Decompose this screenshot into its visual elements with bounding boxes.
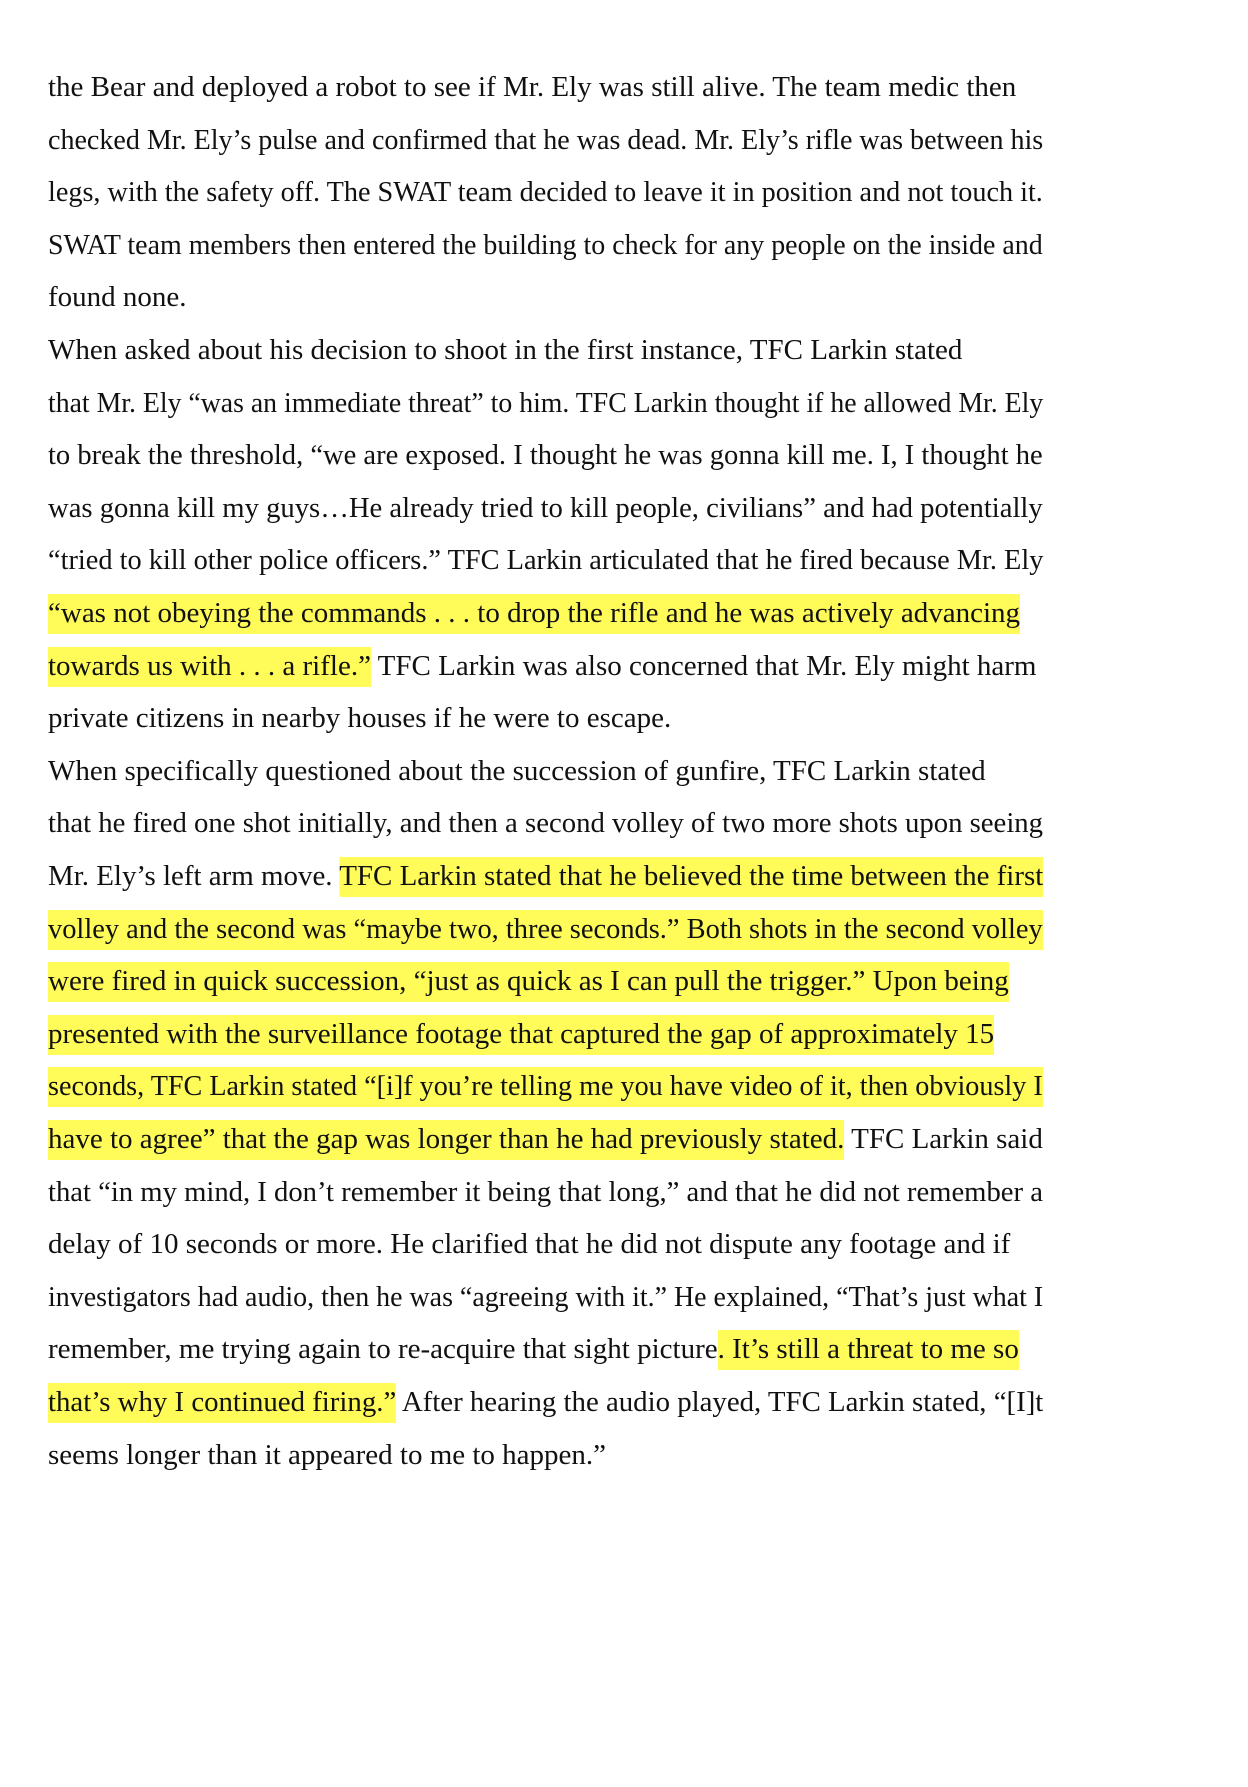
- text-segment: TFC Larkin was also concerned that Mr. Ely might harm: [370, 649, 1037, 682]
- text-segment: private citizens in nearby houses if he were to escape.: [48, 702, 672, 735]
- highlighted-text: “was not obeying the commands . . . to drop the rifle and he was actively advancing: [48, 594, 1020, 634]
- highlighted-text: TFC Larkin stated that he believed the time between the first: [339, 857, 1043, 897]
- text-line: [48, 593, 1020, 633]
- text-line: [48, 225, 1043, 265]
- text-line: [48, 1119, 1043, 1159]
- text-line: [48, 1329, 1019, 1369]
- text-segment: the Bear and deployed a robot to see if Mr. Ely was still alive. The team medic then: [48, 71, 1017, 103]
- text-line: [48, 540, 1043, 580]
- text-segment: After hearing the audio played, TFC Larkin stated, “[I]t: [396, 1386, 1044, 1418]
- text-segment: checked Mr. Ely’s pulse and confirmed that he was dead. Mr. Ely’s rifle was between his: [48, 123, 1044, 156]
- text-segment: Mr. Ely’s left arm move.: [48, 860, 340, 892]
- text-segment: that Mr. Ely “was an immediate threat” to him. TFC Larkin thought if he allowed Mr. Ely: [48, 386, 1044, 419]
- text-segment: seems longer than it appeared to me to happen.”: [48, 1438, 607, 1471]
- highlighted-text: were fired in quick succession, “just as quick as I can pull the trigger.” Upon being: [48, 962, 1009, 1002]
- highlighted-text: have to agree” that the gap was longer than he had previously stated.: [48, 1120, 844, 1160]
- text-line: [48, 909, 1043, 949]
- text-line: [48, 120, 1043, 160]
- text-segment: “tried to kill other police officers.” TFC Larkin articulated that he fired because Mr. Ely: [48, 544, 1044, 577]
- text-segment: When asked about his decision to shoot in the first instance, TFC Larkin stated: [48, 334, 963, 366]
- highlighted-text: towards us with . . . a rifle.”: [48, 647, 371, 687]
- highlighted-text: volley and the second was “maybe two, three seconds.” Both shots in the second volley: [48, 910, 1043, 950]
- text-line: [48, 277, 187, 317]
- text-line: [48, 961, 1009, 1001]
- text-segment: When specifically questioned about the succession of gunfire, TFC Larkin stated: [48, 754, 986, 787]
- text-line: [48, 1172, 1043, 1212]
- text-segment: investigators had audio, then he was “agreeing with it.” He explained, “That’s just what I: [48, 1280, 1044, 1313]
- text-line: [48, 1435, 606, 1475]
- highlighted-text: presented with the surveillance footage that captured the gap of approximately 15: [48, 1015, 994, 1055]
- text-segment: TFC Larkin said: [844, 1123, 1043, 1155]
- text-line: [48, 488, 1043, 528]
- text-line: [48, 435, 1043, 475]
- text-line: [48, 172, 1043, 212]
- text-segment: remember, me trying again to re-acquire that sight picture: [48, 1333, 718, 1366]
- text-segment: that he fired one shot initially, and then a second volley of two more shots upon seeing: [48, 807, 1044, 840]
- text-line: [48, 1382, 1043, 1422]
- highlighted-text: . It’s still a threat to me so: [718, 1330, 1019, 1370]
- text-segment: delay of 10 seconds or more. He clarified that he did not dispute any footage and if: [48, 1228, 1011, 1261]
- text-segment: found none.: [48, 281, 187, 314]
- text-segment: that “in my mind, I don’t remember it being that long,” and that he did not remember a: [48, 1175, 1043, 1208]
- text-line: [48, 1277, 1043, 1317]
- text-segment: legs, with the safety off. The SWAT team decided to leave it in position and not touch it.: [48, 176, 1043, 209]
- text-line: [48, 67, 1016, 107]
- text-line: [48, 646, 1036, 686]
- text-line: [48, 751, 986, 791]
- text-segment: was gonna kill my guys…He already tried to kill people, civilians” and had potentially: [48, 491, 1043, 524]
- text-line: [48, 856, 1043, 896]
- text-line: [48, 698, 671, 738]
- text-line: [48, 1014, 994, 1054]
- text-line: [48, 330, 962, 370]
- text-line: [48, 383, 1043, 423]
- text-line: [48, 803, 1043, 843]
- text-line: [48, 1066, 1043, 1106]
- text-segment: SWAT team members then entered the building to check for any people on the inside and: [48, 228, 1043, 261]
- text-line: [48, 1224, 1010, 1264]
- highlighted-text: that’s why I continued firing.”: [48, 1383, 396, 1423]
- text-segment: to break the threshold, “we are exposed. I thought he was gonna kill me. I, I thought he: [48, 439, 1043, 472]
- highlighted-text: seconds, TFC Larkin stated “[i]f you’re telling me you have video of it, then obviously I: [48, 1067, 1043, 1107]
